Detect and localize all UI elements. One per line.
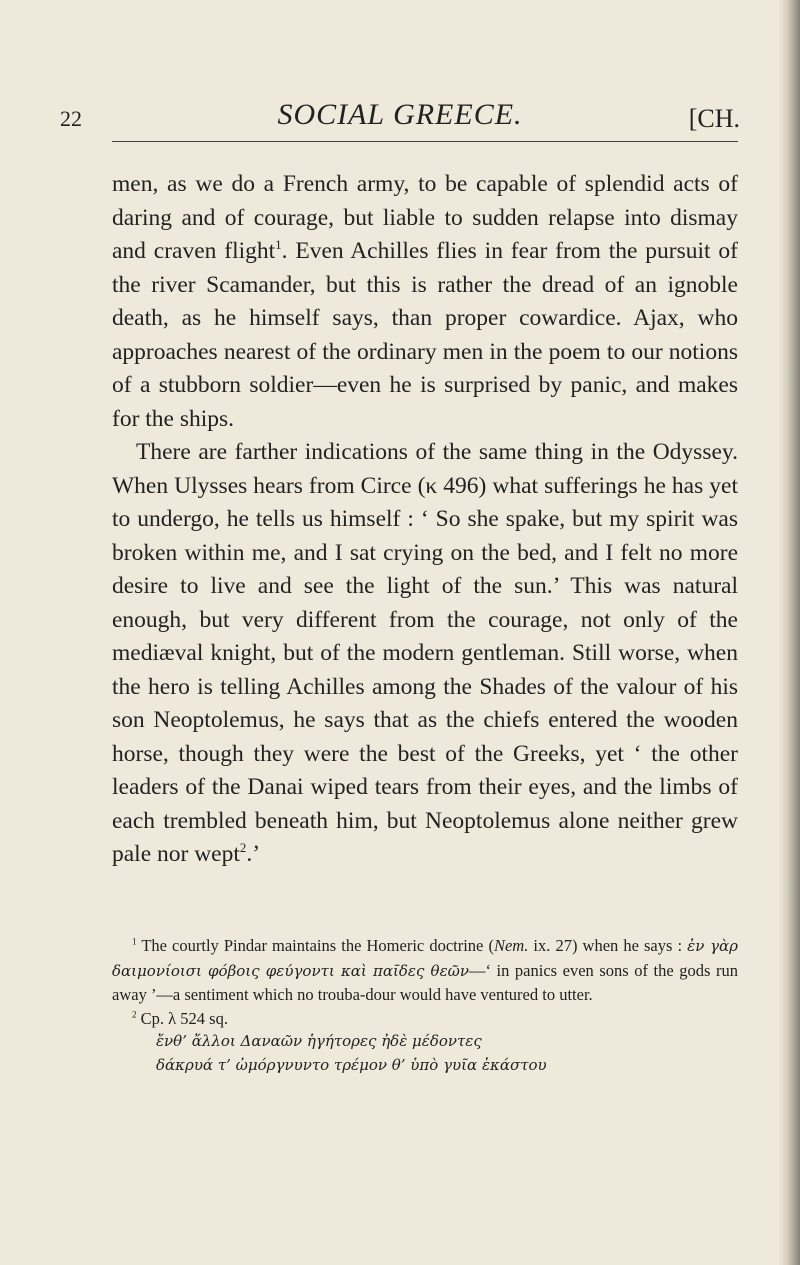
footnote-1 <box>112 934 738 1007</box>
paragraph-2 <box>112 436 738 872</box>
footnote-1-text-c: —‘ in panics even sons of the gods run away ’—a sentiment which no trouba-dour would have ventured to utter. <box>112 960 738 1004</box>
footnote-1-number: 1 <box>132 936 137 947</box>
footnotes <box>112 934 738 1077</box>
footnote-1-citation: Nem. <box>493 936 529 955</box>
footnote-ref-2: 2 <box>239 840 247 856</box>
header-rule <box>112 141 738 142</box>
footnote-2-text: Cp. λ 524 sq. <box>136 1008 228 1028</box>
greek-quote-line-1: ἔνθ’ ἄλλοι Δαναῶν ἡγήτορες ἠδὲ μέδοντες <box>156 1032 482 1050</box>
footnote-1-text-b: ix. 27) when he says : <box>528 936 688 955</box>
page-number: 22 <box>60 106 82 131</box>
chapter-mark: [CH. <box>688 104 740 133</box>
body-text <box>112 168 738 872</box>
footnote-2 <box>112 1007 738 1031</box>
paragraph-1 <box>112 168 738 436</box>
greek-quote-line-2: δάκρυά τ’ ὠμόργνυντο τρέμον θ’ ὑπὸ γυῖα ἑκάστου <box>156 1055 547 1074</box>
paragraph-2-text: There are farther indications of the same thing in the Odyssey. When Ulysses hears from Circe (κ 496) what sufferings he has yet to undergo, he tells us himself : ‘ So she spake, but my spirit was broken within me, and I sat crying on the bed, and I felt no more desire to live and see the light of the sun.’ This was natural enough, but very different from the courage, not only of the mediæval knight, but of the modern gentleman. Still worse, when the hero is telling Achilles among the Shades of the valour of his son Neoptolemus, he says that as the chiefs entered the wooden horse, though they were the best of the Greeks, yet ‘ the other leaders of the Danai wiped tears from their eyes, and the limbs of each trembled beneath him, but Neoptolemus alone neither grew pale nor wept <box>112 439 738 867</box>
running-head: SOCIAL GREECE. <box>277 98 523 131</box>
footnote-2-number: 2 <box>132 1009 137 1019</box>
page-header <box>60 96 740 138</box>
paragraph-2-text-cont: .’ <box>246 841 261 867</box>
page-edge-shadow <box>778 0 800 1265</box>
paragraph-1-text-cont: . Even Achilles flies in fear from the pursuit of the river Scamander, but this is rather the dread of an ignoble death, as he himself says, than proper cowardice. Ajax, who approaches nearest of the ordinary men in the poem to our notions of a stubborn soldier—even he is surprised by panic, and makes for the ships. <box>112 238 738 432</box>
paragraph-1-text: men, as we do a French army, to be capable of splendid acts of daring and of courage, but liable to sudden relapse into dismay and craven flight <box>112 171 738 264</box>
footnote-1-greek: ἐν γὰρ δαιμονίοισι φόβοις φεύγοντι καὶ παῖδες θεῶν <box>112 937 738 980</box>
footnote-1-text: The courtly Pindar maintains the Homeric doctrine ( <box>136 936 494 955</box>
footnote-ref-1: 1 <box>275 237 282 253</box>
